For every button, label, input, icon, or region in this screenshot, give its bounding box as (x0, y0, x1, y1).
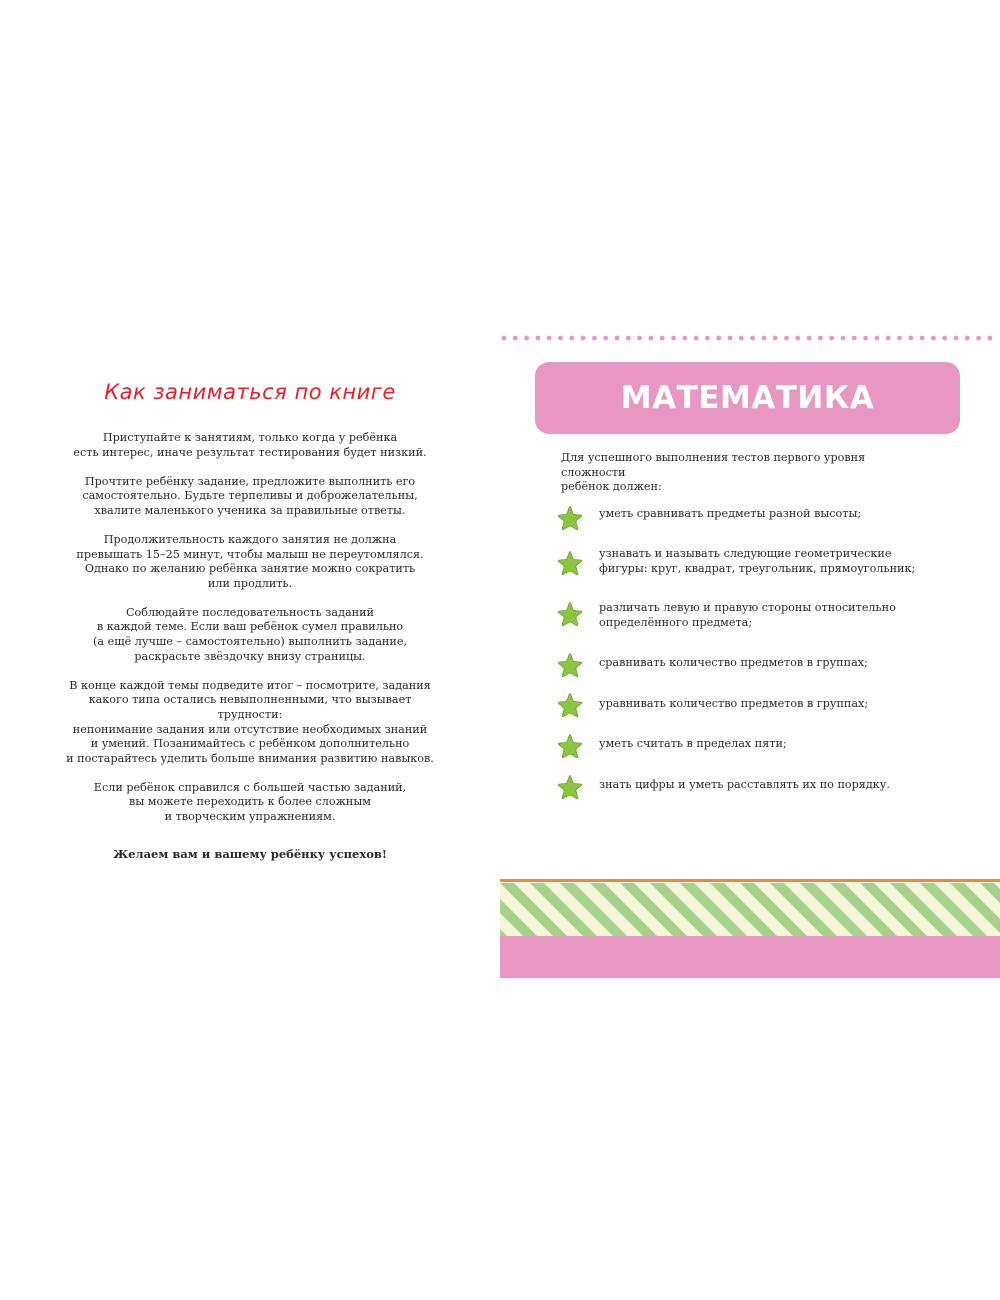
striped-decorative-band (500, 879, 1000, 936)
requirements-intro: Для успешного выполнения тестов первого уровня сложности ребёнок должен: (561, 451, 866, 494)
green-star-icon (556, 549, 584, 577)
section-title: МАТЕМАТИКА (620, 380, 875, 416)
left-page-title: Как заниматься по книге (104, 380, 396, 404)
left-page-body (60, 431, 440, 876)
requirements-list (500, 0, 1000, 1300)
green-star-icon (556, 651, 584, 679)
green-star-icon (556, 691, 584, 719)
list-item (556, 773, 986, 807)
green-star-icon (556, 600, 584, 628)
paragraph: Прочтите ребёнку задание, предложите выполнить его самостоятельно. Будьте терпеливы и доброжелательны, хвалите маленького ученика за правильные ответы. (82, 474, 418, 517)
right-page (500, 0, 1000, 1300)
green-star-icon (556, 732, 584, 760)
list-item (556, 651, 986, 685)
list-item (556, 732, 986, 766)
paragraph: Продолжительность каждого занятия не должна превышать 15–25 минут, чтобы малыш не переутомлялся. Однако по желанию ребёнка занятие можно сократить или продлить. (76, 532, 424, 590)
list-item (556, 504, 986, 538)
list-item-text: сравнивать количество предметов в группах; (599, 656, 868, 669)
green-star-icon (556, 773, 584, 801)
list-item-text: знать цифры и уметь расставлять их по порядку. (599, 778, 890, 791)
list-item-text: уравнивать количество предметов в группах; (599, 697, 869, 710)
list-item-text: различать левую и правую стороны относительно определённого предмета; (599, 601, 896, 629)
closing-wish: Желаем вам и вашему ребёнку успехов! (113, 846, 387, 861)
list-item (556, 600, 986, 634)
list-item (556, 691, 986, 725)
paragraph: Приступайте к занятиям, только когда у ребёнка есть интерес, иначе результат тестирования будет низкий. (73, 431, 427, 459)
paragraph: Соблюдайте последовательность заданий в каждой теме. Если ваш ребёнок сумел правильно (а ещё лучше – самостоятельно) выполнить задание, раскрасьте звёздочку внизу страницы. (92, 605, 407, 663)
pink-decorative-band (500, 936, 1000, 978)
list-item (556, 549, 986, 583)
list-item-text: уметь сравнивать предметы разной высоты; (599, 507, 862, 520)
list-item-text: уметь считать в пределах пяти; (599, 737, 787, 750)
list-item-text: узнавать и называть следующие геометрические фигуры: круг, квадрат, треугольник, прямоугольник; (599, 547, 916, 575)
paragraph: В конце каждой темы подведите итог – посмотрите, задания какого типа остались невыполненными, что вызывает трудности: непонимание задания или отсутствие необходимых знаний и умений. Позанимайтесь с ребёнком дополнительно и постарайтесь уделить больше внимания развитию навыков. (66, 678, 434, 765)
paragraph: Если ребёнок справился с большей частью заданий, вы можете переходить к более сложным и творческим упражнениям. (93, 780, 407, 823)
green-star-icon (556, 504, 584, 532)
